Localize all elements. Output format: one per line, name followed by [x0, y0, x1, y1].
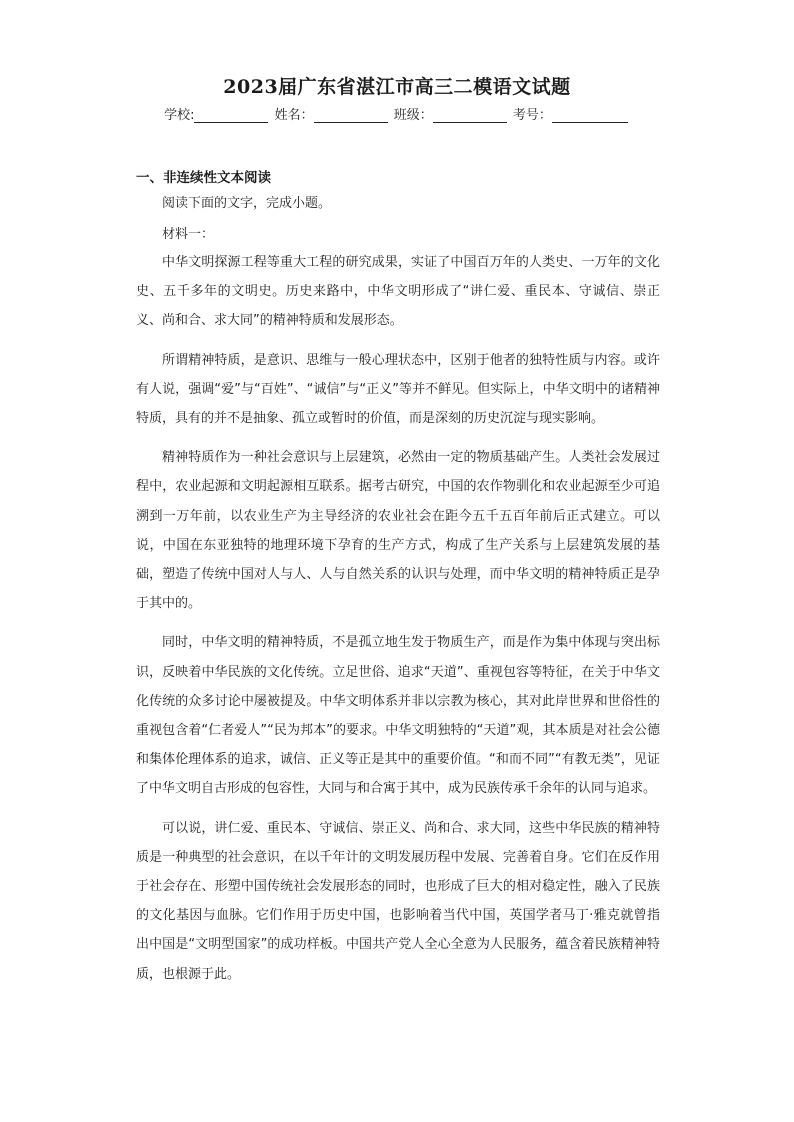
- school-label: 学校:: [164, 108, 195, 123]
- class-blank[interactable]: [433, 108, 507, 123]
- section-heading: 一、非连续性文本阅读: [136, 170, 271, 186]
- instruction-text: 阅读下面的文字，完成小题。: [162, 196, 332, 211]
- paragraph: 中华文明探源工程等重大工程的研究成果，实证了中国百万年的人类史、一万年的文化史、五千多年的文明史。历史来路中，中华文明形成了“讲仁爱、重民本、守诚信、崇正义、尚和合、求大同”的精神特质和发展形态。: [136, 255, 660, 329]
- exam-title: 2023届广东省湛江市高三二模语文试题: [223, 76, 571, 98]
- paragraph: 所谓精神特质，是意识、思维与一般心理状态中，区别于他者的独特性质与内容。或许有人说，强调“爱”与“百姓”、“诚信”与“正义”等并不鲜见。但实际上，中华文明中的诸精神特质，具有的并不是抽象、孤立或暂时的价值，而是深刻的历史沉淀与现实影响。: [136, 352, 660, 427]
- material-body: [136, 248, 660, 999]
- material-label: 材料一：: [162, 227, 215, 242]
- name-label: 姓名：: [274, 108, 314, 123]
- class-label: 班级：: [393, 108, 433, 123]
- student-info-line: [0, 104, 794, 123]
- exam-number-blank[interactable]: [552, 108, 628, 123]
- paragraph: 同时，中华文明的精神特质，不是孤立地生发于物质生产，而是作为集中体现与突出标识，反映着中华民族的文化传统。立足世俗、追求“天道”、重视包容等特征，在关于中华文化传统的众多讨论中屡被提及。中华文明体系并非以宗教为核心，其对此岸世界和世俗性的重视包含着“仁者爱人”“民为邦本”的要求。中华文明独特的“天道”观，其本质是对社会公德和集体伦理体系的追求，诚信、正义等正是其中的重要价值。“和而不同”“有教无类”，见证了中华文明自古形成的包容性，大同与和合寓于其中，成为民族传承千余年的认同与追求。: [136, 635, 660, 797]
- paragraph: 精神特质作为一种社会意识与上层建筑，必然由一定的物质基础产生。人类社会发展过程中，农业起源和文明起源相互联系。据考古研究，中国的农作物驯化和农业起源至少可追溯到一万年前，以农业生产为主导经济的农业社会在距今五千五百年前后正式建立。可以说，中国在东亚独特的地理环境下孕育的生产方式，构成了生产关系与上层建筑发展的基础，塑造了传统中国对人与人、人与自然关系的认识与处理，而中华文明的精神特质正是孕于其中的。: [136, 450, 660, 612]
- exam-number-label: 考号：: [512, 108, 552, 123]
- school-blank[interactable]: [194, 108, 268, 123]
- name-blank[interactable]: [314, 108, 388, 123]
- paragraph: 可以说，讲仁爱、重民本、守诚信、崇正义、尚和合、求大同，这些中华民族的精神特质是一种典型的社会意识，在以千年计的文明发展历程中发展、完善着自身。它们在反作用于社会存在、形塑中国传统社会发展形态的同时，也形成了巨大的相对稳定性，融入了民族的文化基因与血脉。它们作用于历史中国，也影响着当代中国，英国学者马丁·雅克就曾指出中国是“文明型国家”的成功样板。中国共产党人全心全意为人民服务，蕴含着民族精神特质，也根源于此。: [136, 820, 660, 982]
